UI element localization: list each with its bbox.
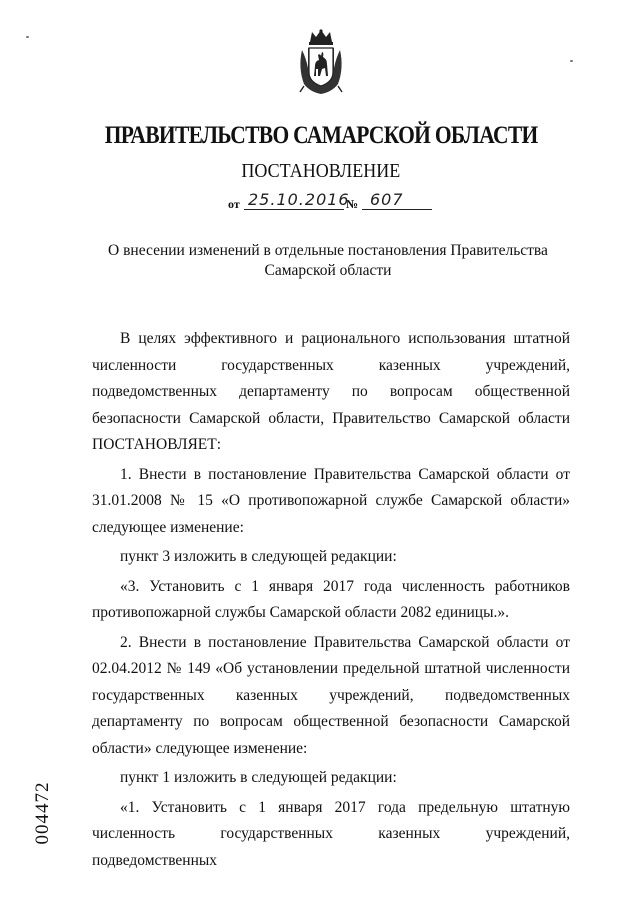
handwritten-number: 607 xyxy=(370,190,404,209)
number-sign: № xyxy=(346,197,359,211)
body-paragraph-item-2-text: «1. Установить с 1 января 2017 года предельную штатную численность государственных казенных учреждений, подведомственных xyxy=(92,798,570,869)
date-prefix: от xyxy=(228,197,240,211)
side-stamp-text: 004472 xyxy=(32,781,53,845)
scan-speck xyxy=(26,36,29,38)
scan-speck xyxy=(570,60,573,62)
body-paragraph-item-2-instruction: пункт 1 изложить в следующей редакции: xyxy=(120,769,397,786)
body-paragraph-preamble: В целях эффективного и рационального использования штатной численности государственных казенных учреждений, подведомственных департаменту по вопросам общественной безопасности Самарской области, Правительство Самарской области ПОСТАНОВЛЯЕТ: xyxy=(92,330,570,453)
document-body xyxy=(92,326,570,874)
document-type: ПОСТАНОВЛЕНИЕ xyxy=(241,160,401,182)
number-underline xyxy=(362,209,432,210)
body-paragraph-item-1-text: «3. Установить с 1 января 2017 года численность работников противопожарной службы Самарской области 2082 единицы.». xyxy=(92,577,570,621)
organization-title: ПРАВИТЕЛЬСТВО САМАРСКОЙ ОБЛАСТИ xyxy=(104,122,538,149)
body-paragraph-item-1-instruction: пункт 3 изложить в следующей редакции: xyxy=(120,548,397,565)
samara-coat-of-arms-icon xyxy=(296,28,346,96)
handwritten-date: 25.10.2016 xyxy=(248,190,350,209)
side-stamp-number xyxy=(32,775,54,851)
date-underline xyxy=(244,209,344,210)
date-number-line xyxy=(228,190,438,214)
document-subject: О внесении изменений в отдельные постановления Правительства Самарской области xyxy=(108,242,548,279)
body-paragraph-item-1: 1. Внести в постановление Правительства Самарской области от 31.01.2008 № 15 «О противопожарной службе Самарской области» следующее изменение: xyxy=(92,465,570,536)
body-paragraph-item-2: 2. Внести в постановление Правительства Самарской области от 02.04.2012 № 149 «Об установлении предельной штатной численности государственных казенных учреждений, подведомственных департаменту по вопросам общественной безопасности Самарской области» следующее изменение: xyxy=(92,633,570,757)
